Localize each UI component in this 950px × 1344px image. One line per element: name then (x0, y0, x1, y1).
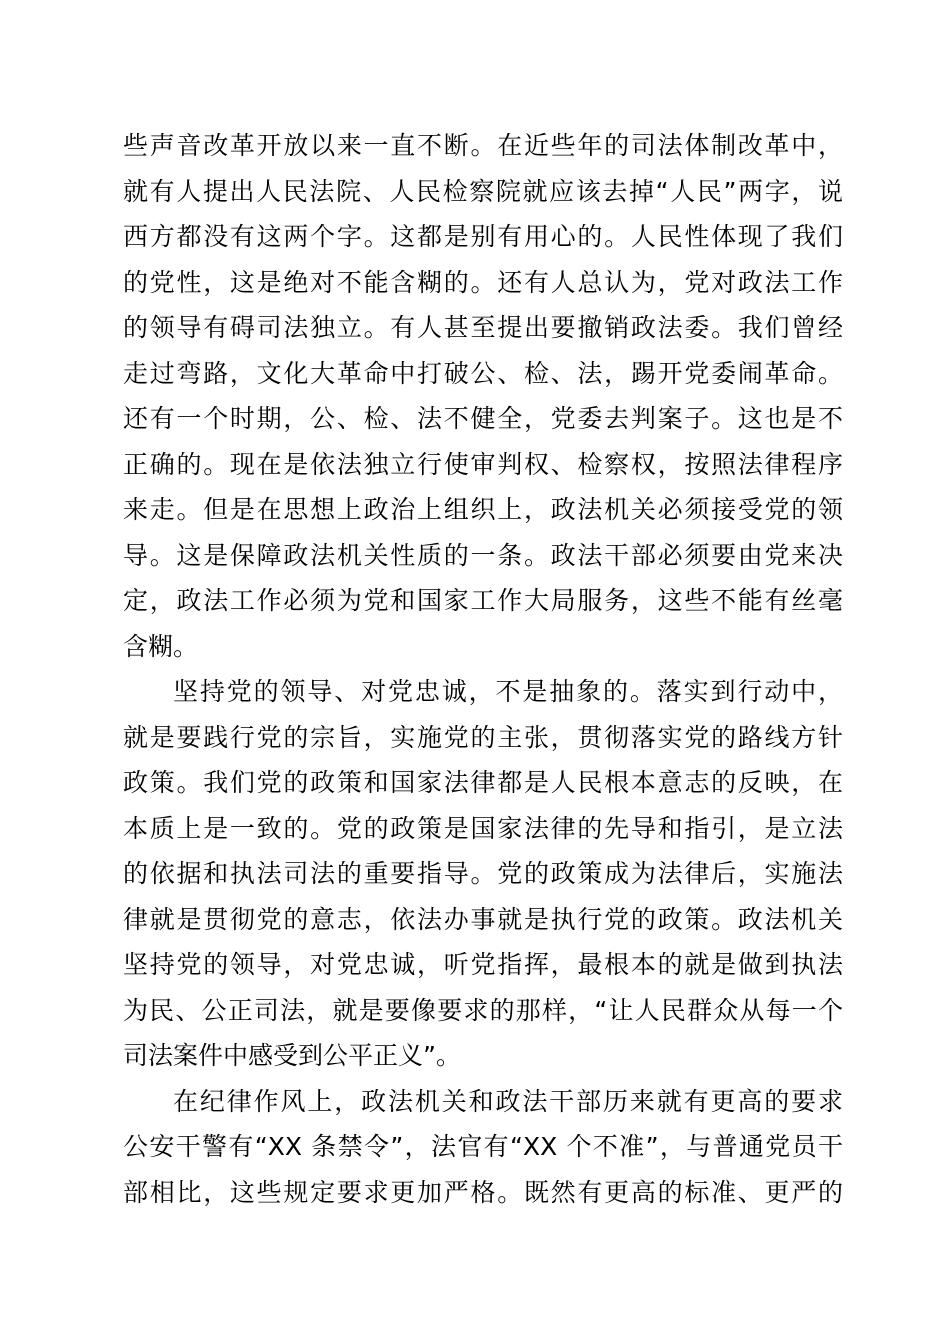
paragraph-start-line: 在纪律作风上，政法机关和政法干部历来就有更高的要求 (173, 1086, 843, 1116)
text-line: 为民、公正司法，就是要像要求的那样，“让人民群众从每一个 (123, 995, 843, 1025)
text-line: 走过弯路，文化大革命中打破公、检、法，踢开党委闹革命。 (123, 358, 843, 388)
text-line: 的领导有碍司法独立。有人甚至提出要撤销政法委。我们曾经 (123, 313, 843, 342)
paragraph-start-line: 坚持党的领导、对党忠诚，不是抽象的。落实到行动中， (173, 677, 843, 706)
text-line: 定，政法工作必须为党和国家工作大局服务，这些不能有丝毫 (123, 586, 843, 615)
text-line: 些声音改革开放以来一直不断。在近些年的司法体制改革中， (123, 131, 843, 160)
text-line: 就是要践行党的宗旨，实施党的主张，贯彻落实党的路线方针 (123, 722, 843, 752)
text-line: 政策。我们党的政策和国家法律都是人民根本意志的反映，在 (123, 768, 843, 797)
text-line: 导。这是保障政法机关性质的一条。政法干部必须要由党来决 (123, 540, 843, 570)
text-line: 正确的。现在是依法独立行使审判权、检察权，按照法律程序 (123, 449, 843, 479)
text-line: 律就是贯彻党的意志，依法办事就是执行党的政策。政法机关 (123, 904, 843, 934)
body-text (123, 123, 843, 1215)
text-line: 就有人提出人民法院、人民检察院就应该去掉“人民”两字，说 (123, 176, 843, 206)
text-line: 部相比，这些规定要求更加严格。既然有更高的标准、更严的 (123, 1177, 843, 1207)
text-line: 西方都没有这两个字。这都是别有用心的。人民性体现了我们 (123, 222, 843, 251)
text-line: 坚持党的领导，对党忠诚，听党指挥，最根本的就是做到执法 (123, 950, 843, 979)
text-line: 公安干警有“XX 条禁令”，法官有“XX 个不准”，与普通党员干 (123, 1132, 843, 1161)
text-line: 含糊。 (123, 631, 199, 661)
text-line: 本质上是一致的。党的政策是国家法律的先导和指引，是立法 (123, 813, 843, 843)
text-line: 还有一个时期，公、检、法不健全，党委去判案子。这也是不 (123, 404, 843, 433)
text-line: 的依据和执法司法的重要指导。党的政策成为法律后，实施法 (123, 859, 843, 888)
text-line: 的党性，这是绝对不能含糊的。还有人总认为，党对政法工作 (123, 267, 843, 297)
text-line: 司法案件中感受到公平正义”。 (123, 1041, 461, 1070)
text-line: 来走。但是在思想上政治上组织上，政法机关必须接受党的领 (123, 495, 843, 524)
